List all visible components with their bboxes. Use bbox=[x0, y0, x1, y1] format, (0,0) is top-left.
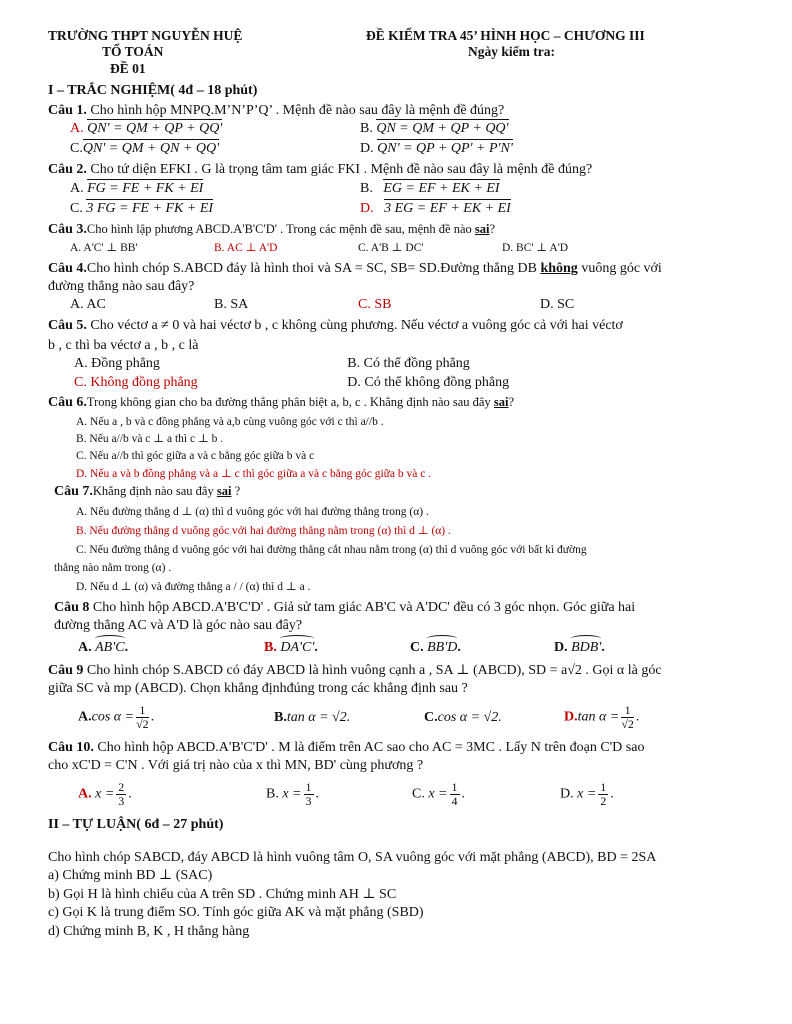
q9-option-d-label: D. bbox=[564, 709, 578, 725]
q9-options: A.cos α = $\frac{1}{√2}$ . B.tan α = √2. C.cos α = √2. D.tan α = $\frac{1}{√2}$ . bbox=[78, 703, 640, 731]
q2-option-b-label: B. bbox=[360, 180, 373, 196]
q10-option-a-label: A. bbox=[78, 786, 92, 802]
q3-option-c: C. A'B ⊥ DC' bbox=[358, 241, 424, 254]
q9-option-a: cos α = bbox=[91, 709, 135, 725]
q4-text-2: vuông góc với bbox=[581, 261, 662, 276]
q6-sai: sai bbox=[493, 395, 509, 409]
q8-label: Câu 8 bbox=[54, 600, 90, 616]
q5-text-2: b , c thì ba véctơ a , b , c là bbox=[48, 337, 199, 353]
q10-options: A. x = $\frac{2}{3}$ . B. x = $\frac{1}{3}$ . C. x = $\frac{1}{4}$ . D. x = $\frac{1}{2}$ . bbox=[78, 780, 614, 808]
q1-option-d: QN' = QP + QP' + P'N' bbox=[377, 141, 513, 157]
essay-prompt: Cho hình chóp SABCD, đáy ABCD là hình vuông tâm O, SA vuông góc với mặt phẳng (ABCD), BD = 2SA bbox=[48, 849, 657, 865]
q4-label: Câu 4. bbox=[48, 261, 87, 276]
q3-options bbox=[48, 238, 756, 258]
part1-title: I – TRẮC NGHIỆM( 4đ – 18 phút) bbox=[48, 83, 258, 98]
q9-text-1: Cho hình chóp S.ABCD có đáy ABCD là hình vuông cạnh a , SA ⊥ (ABCD), SD = a√2 . Gọi α là góc bbox=[86, 663, 662, 679]
q8-option-d-label: D. bbox=[554, 639, 568, 655]
essay-item-b: b) Gọi H là hình chiếu của A trên SD . Chứng minh AH ⊥ SC bbox=[48, 886, 397, 902]
q6-option-b: B. Nếu a//b và c ⊥ a thì c ⊥ b . bbox=[76, 432, 224, 445]
q7-option-b bbox=[48, 524, 756, 538]
q9-option-d-den: √2 bbox=[621, 716, 634, 731]
q1-option-b: QN = QM + QP + QQ' bbox=[376, 121, 509, 137]
question-5 bbox=[48, 317, 756, 335]
q9-option-b: tan α = √2. bbox=[286, 709, 351, 725]
q2-option-c: 3 FG = FE + FK + EI bbox=[86, 200, 214, 216]
essay-item-d: d) Chứng minh B, K , H thẳng hàng bbox=[48, 923, 250, 939]
q10-option-b-den: 3 bbox=[305, 793, 312, 808]
q2-option-d: 3 EG = EF + EK + EI bbox=[384, 200, 511, 216]
q5-option-a: A. Đồng phẳng bbox=[74, 356, 160, 372]
q5-options-row1 bbox=[48, 354, 608, 374]
school-name: TRƯỜNG THPT NGUYỄN HUỆ bbox=[48, 28, 243, 43]
q8-option-b: DA'C' bbox=[280, 639, 315, 655]
question-7 bbox=[48, 483, 756, 501]
part2-title: II – TỰ LUẬN( 6đ – 27 phút) bbox=[48, 817, 224, 833]
q4-khong: không bbox=[540, 261, 578, 276]
q1-option-d-label: D. bbox=[360, 141, 374, 157]
question-2 bbox=[48, 161, 756, 179]
q10-text-1: Cho hình hộp ABCD.A'B'C'D' . M là điểm trên AC sao cho AC = 3MC . Lấy N trên đoạn C'D sao bbox=[97, 740, 645, 756]
q10-option-a-den: 3 bbox=[118, 793, 125, 808]
q8-option-a: AB'C bbox=[95, 639, 125, 655]
q8-text-2: đường thẳng AC và A'D là góc nào sau đây? bbox=[54, 617, 303, 633]
q8-option-b-end: . bbox=[314, 639, 318, 655]
q7-label: Câu 7. bbox=[54, 484, 93, 499]
q6-option-d bbox=[48, 467, 756, 481]
essay-section bbox=[48, 849, 756, 941]
q6-option-c: C. Nếu a//b thì góc giữa a và c bằng góc giữa b và c bbox=[76, 450, 315, 463]
q4-text-1: Cho hình chóp S.ABCD đáy là hình thoi và SA = SC, SB= SD.Đường thẳng DB bbox=[86, 261, 537, 276]
q10-option-a-x: x = bbox=[95, 786, 115, 802]
q9-option-a-num: 1 bbox=[136, 704, 149, 718]
exam-header bbox=[48, 28, 756, 80]
q10-option-c-x: x = bbox=[428, 786, 448, 802]
q10-option-d-den: 2 bbox=[600, 793, 607, 808]
q1-options-row1 bbox=[48, 119, 756, 139]
q3-option-d: D. BC' ⊥ A'D bbox=[502, 241, 569, 254]
q7-option-d: D. Nếu d ⊥ (α) và đường thẳng a / / (α) thì d ⊥ a . bbox=[76, 581, 311, 593]
q2-text: Cho tứ diện EFKI . G là trọng tâm tam giác FKI . Mệnh đề nào sau đây là mệnh đề đúng? bbox=[90, 162, 593, 177]
q6-option-a: A. Nếu a , b và c đồng phẳng và a,b cùng vuông góc với c thì a//b . bbox=[76, 415, 384, 428]
q4-option-d: D. SC bbox=[540, 297, 575, 313]
q1-label: Câu 1. bbox=[48, 102, 87, 118]
essay-item-a: a) Chứng minh BD ⊥ (SAC) bbox=[48, 868, 213, 884]
q10-option-d-num: 1 bbox=[600, 780, 607, 795]
q10-option-b-num: 1 bbox=[305, 780, 312, 795]
q7-option-c-1: C. Nếu đường thẳng d vuông góc với hai đường thẳng cắt nhau nằm trong (α) thì d vuông góc với bất kì đường bbox=[76, 544, 587, 557]
q2-label: Câu 2. bbox=[48, 162, 87, 177]
q4-text-3: đường thẳng nào sau đây? bbox=[48, 278, 195, 294]
q5-label: Câu 5. bbox=[48, 318, 87, 333]
q9-option-a-den: √2 bbox=[136, 716, 149, 731]
q10-option-c-den: 4 bbox=[451, 793, 458, 808]
q2-option-b: EG = EF + EK + EI bbox=[383, 180, 500, 196]
q9-option-c: cos α = √2. bbox=[437, 709, 502, 725]
q4-option-a: A. AC bbox=[70, 297, 106, 313]
q7-qmark: ? bbox=[234, 484, 241, 498]
q5-options-row2 bbox=[48, 374, 608, 392]
q8-option-c: BB'D bbox=[427, 639, 458, 655]
q3-option-b: B. AC ⊥ A'D bbox=[214, 241, 278, 254]
q10-option-c-label: C. bbox=[412, 786, 425, 802]
q4-option-b: B. SA bbox=[214, 297, 249, 313]
q8-option-c-label: C. bbox=[410, 639, 424, 655]
q10-option-d-label: D. bbox=[560, 786, 574, 802]
q10-option-a-num: 2 bbox=[118, 780, 125, 795]
q7-option-c-2: thẳng nào nằm trong (α) . bbox=[54, 561, 172, 574]
q9-option-a-label: A. bbox=[78, 709, 92, 725]
question-8 bbox=[48, 599, 756, 617]
q5-option-b: B. Có thể đồng phẳng bbox=[347, 356, 470, 372]
department-name: TỔ TOÁN bbox=[102, 44, 164, 59]
q2-options-row1 bbox=[48, 179, 756, 199]
q1-option-a-label: A. bbox=[70, 121, 84, 137]
q3-text: Cho hình lập phương ABCD.A'B'C'D' . Trong các mệnh đề sau, mệnh đề nào bbox=[86, 221, 472, 236]
q7-option-a: A. Nếu đường thẳng d ⊥ (α) thì d vuông góc với hai đường thẳng trong (α) . bbox=[76, 505, 429, 518]
question-10 bbox=[48, 739, 756, 757]
q8-option-d-end: . bbox=[601, 639, 605, 655]
q1-option-b-label: B. bbox=[360, 121, 373, 137]
q8-options bbox=[48, 634, 756, 660]
q1-option-a: QN' = QM + QP + QQ' bbox=[87, 121, 223, 137]
q1-option-c: QN' = QM + QN + QQ' bbox=[82, 141, 220, 157]
q6-qmark: ? bbox=[508, 395, 515, 409]
q9-option-d-num: 1 bbox=[621, 704, 634, 718]
q3-option-a: A. A'C' ⊥ BB' bbox=[70, 241, 138, 254]
question-3 bbox=[48, 221, 756, 239]
q7-text: Khẳng định nào sau đây bbox=[92, 484, 214, 498]
q10-option-c-num: 1 bbox=[451, 780, 458, 795]
q3-label: Câu 3. bbox=[48, 221, 87, 237]
q10-option-b-x: x = bbox=[282, 786, 302, 802]
q8-text-1: Cho hình hộp ABCD.A'B'C'D' . Giả sử tam giác AB'C và A'DC' đều có 3 góc nhọn. Góc giữa hai bbox=[92, 600, 636, 616]
exam-date-label: Ngày kiểm tra: bbox=[468, 44, 555, 59]
q9-option-b-label: B. bbox=[274, 709, 287, 725]
q4-option-c: C. SB bbox=[358, 297, 392, 313]
q6-text: Trong không gian cho ba đường thẳng phân biệt a, b, c . Khẳng định nào sau đây bbox=[86, 395, 491, 409]
q8-option-b-label: B. bbox=[264, 639, 277, 655]
question-4 bbox=[48, 260, 756, 278]
q2-option-a-label: A. bbox=[70, 180, 84, 196]
q2-option-d-label: D. bbox=[360, 200, 374, 216]
q1-text: Cho hình hộp MNPQ.M’N’P’Q’ . Mệnh đề nào sau đây là mệnh đề đúng? bbox=[90, 102, 505, 118]
q5-option-d: D. Có thể không đồng phẳng bbox=[347, 375, 510, 391]
q7-sai: sai bbox=[216, 484, 232, 498]
question-6 bbox=[48, 394, 756, 412]
q9-text-2: giữa SC và mp (ABCD). Chọn khẳng địnhđúng trong các khẳng định sau ? bbox=[48, 680, 468, 696]
q5-option-c: C. Không đồng phẳng bbox=[74, 375, 198, 391]
q1-options-row2 bbox=[48, 139, 756, 159]
q7-option-b-text: B. Nếu đường thẳng d vuông góc với hai đường thẳng nằm trong (α) thì d ⊥ (α) . bbox=[76, 524, 451, 537]
q9-option-c-label: C. bbox=[424, 709, 438, 725]
q10-label: Câu 10. bbox=[48, 740, 94, 756]
q4-options bbox=[48, 295, 756, 315]
q1-option-c-label: C. bbox=[70, 141, 83, 157]
q5-text-1: Cho véctơ a ≠ 0 và hai véctơ b , c không cùng phương. Nếu véctơ a vuông góc cả với hai véctơ bbox=[90, 318, 623, 333]
q9-option-d: tan α = bbox=[577, 709, 620, 725]
q3-sai: sai bbox=[474, 221, 490, 236]
essay-item-c: c) Gọi K là trung điểm SO. Tính góc giữa AK và mặt phẳng (SBD) bbox=[48, 905, 424, 921]
q2-option-a: FG = FE + FK + EI bbox=[87, 180, 204, 196]
exam-title: ĐỀ KIỂM TRA 45’ HÌNH HỌC – CHƯƠNG III bbox=[366, 28, 645, 43]
q10-option-d-x: x = bbox=[577, 786, 597, 802]
question-1 bbox=[48, 102, 756, 120]
q3-qmark: ? bbox=[489, 221, 496, 236]
q10-text-2: cho xC'D = C'N . Với giá trị nào của x thì MN, BD' cùng phương ? bbox=[48, 757, 424, 773]
q8-option-d: BDB' bbox=[571, 639, 602, 655]
question-9 bbox=[48, 662, 756, 680]
q2-option-c-label: C. bbox=[70, 200, 83, 216]
q9-label: Câu 9 bbox=[48, 663, 84, 679]
q10-option-b-label: B. bbox=[266, 786, 279, 802]
q6-label: Câu 6. bbox=[48, 395, 87, 410]
q2-options-row2 bbox=[48, 199, 756, 219]
exam-code: ĐỀ 01 bbox=[110, 61, 146, 76]
q8-option-a-end: . bbox=[124, 639, 129, 655]
q6-option-d-text: D. Nếu a và b đồng phẳng và a ⊥ c thì góc giữa a và c bằng góc giữa b và c . bbox=[76, 467, 432, 480]
q8-option-a-label: A. bbox=[78, 639, 92, 655]
q8-option-c-end: . bbox=[457, 639, 461, 655]
